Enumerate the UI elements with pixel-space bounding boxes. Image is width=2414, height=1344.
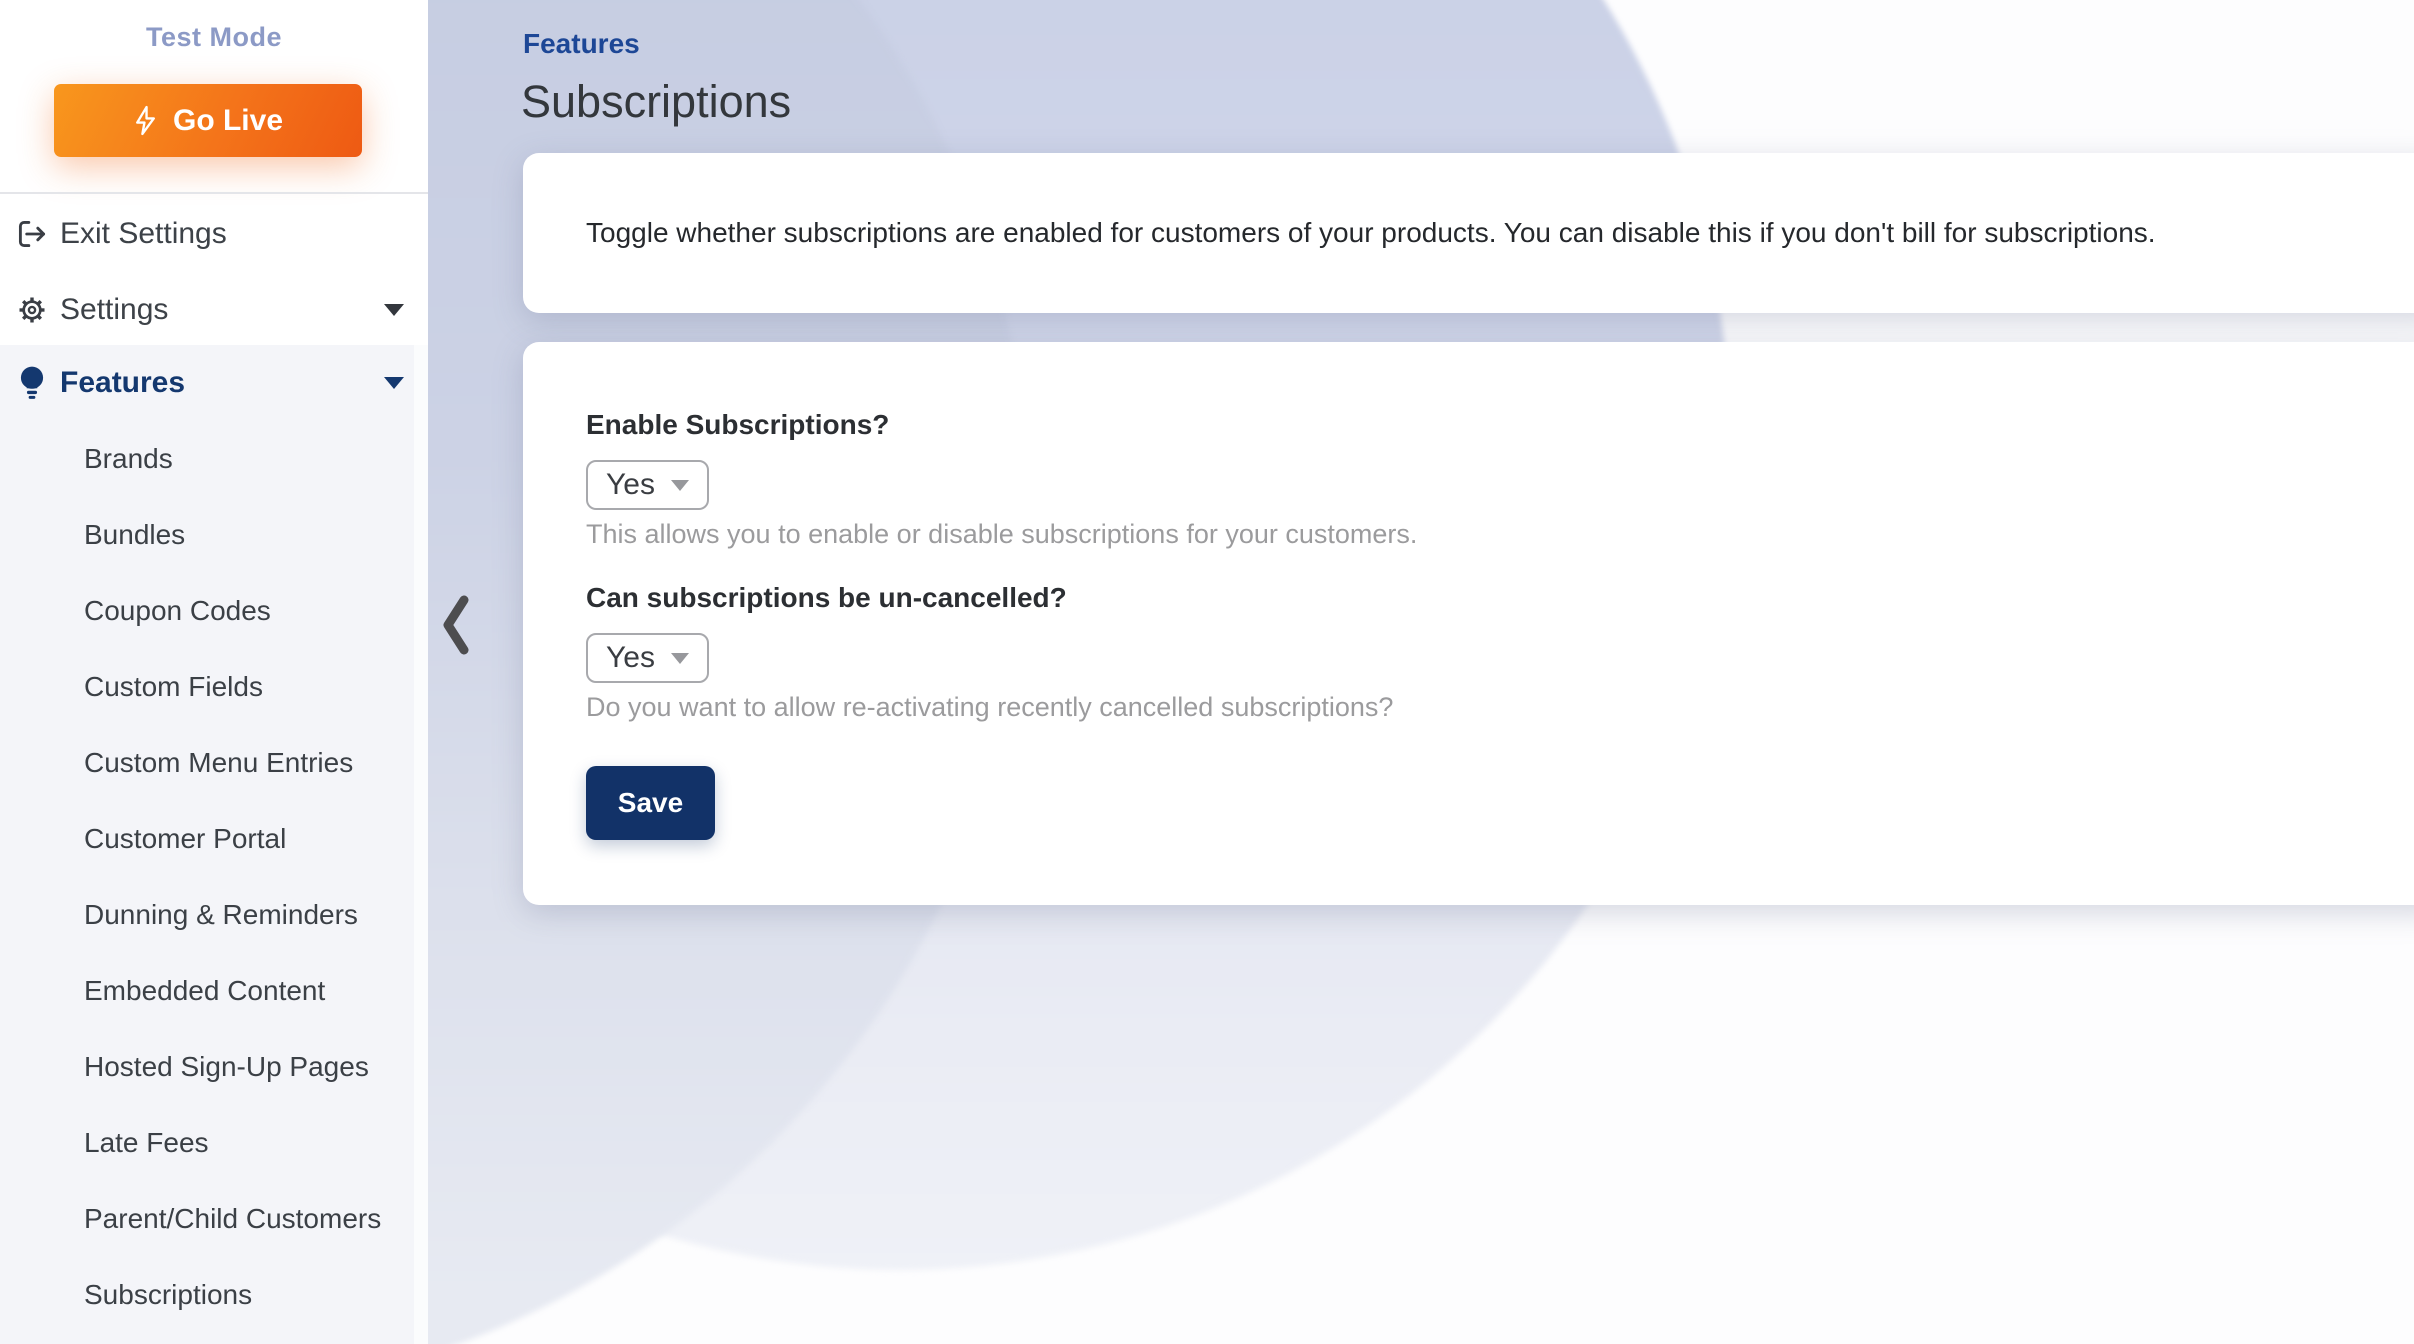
field-label-enable-subscriptions: Enable Subscriptions? <box>586 409 890 440</box>
sidebar-collapse-button[interactable] <box>434 588 478 662</box>
exit-icon <box>10 215 54 253</box>
main-content <box>428 0 2414 1344</box>
go-live-button[interactable] <box>54 84 362 157</box>
features-label: Features <box>60 366 186 399</box>
uncancel-select[interactable] <box>586 633 709 683</box>
save-button[interactable]: Save <box>586 766 715 840</box>
sidebar-item-hosted-sign-up-pages[interactable]: Hosted Sign-Up Pages <box>84 1051 369 1082</box>
sidebar-item-customer-portal[interactable]: Customer Portal <box>84 823 287 854</box>
sidebar-item-dunning-reminders[interactable]: Dunning & Reminders <box>84 899 358 930</box>
field-help-enable-subscriptions: This allows you to enable or disable subscriptions for your customers. <box>586 519 1418 549</box>
gear-icon <box>10 292 54 328</box>
test-mode-label: Test Mode <box>145 22 282 52</box>
sidebar-item-parent-child-customers[interactable]: Parent/Child Customers <box>84 1203 382 1234</box>
sidebar-divider <box>0 192 428 194</box>
settings-label: Settings <box>60 293 169 326</box>
chevron-down-icon <box>384 304 404 316</box>
intro-text: Toggle whether subscriptions are enabled for customers of your products. You can disable this if you don't bill for subscriptions. <box>586 217 2156 248</box>
enable-subscriptions-value: Yes <box>606 468 655 501</box>
sidebar-item-coupon-codes[interactable]: Coupon Codes <box>84 595 271 626</box>
intro-card <box>523 153 2414 313</box>
sidebar-item-brands[interactable]: Brands <box>84 443 173 474</box>
exit-settings-label: Exit Settings <box>60 217 227 250</box>
sidebar <box>0 0 428 1344</box>
enable-subscriptions-select[interactable] <box>586 460 709 510</box>
page-title: Subscriptions <box>521 76 792 127</box>
sidebar-item-embedded-content[interactable]: Embedded Content <box>84 975 326 1006</box>
chevron-down-icon <box>671 653 689 664</box>
lightning-icon <box>133 105 158 136</box>
sidebar-item-late-fees[interactable]: Late Fees <box>84 1127 209 1158</box>
field-help-uncancel: Do you want to allow re-activating recently cancelled subscriptions? <box>586 692 1394 722</box>
chevron-down-icon <box>671 480 689 491</box>
sidebar-item-features[interactable] <box>0 345 428 421</box>
sidebar-item-bundles[interactable]: Bundles <box>84 519 186 550</box>
sidebar-item-custom-fields[interactable]: Custom Fields <box>84 671 263 702</box>
field-label-uncancel: Can subscriptions be un-cancelled? <box>586 582 1067 613</box>
sidebar-item-settings[interactable] <box>0 272 428 348</box>
chevron-left-icon <box>441 593 471 657</box>
go-live-label: Go Live <box>172 103 284 137</box>
sidebar-item-exit-settings[interactable] <box>0 196 428 272</box>
sidebar-item-subscriptions[interactable]: Subscriptions <box>84 1279 253 1310</box>
uncancel-value: Yes <box>606 641 655 674</box>
breadcrumb[interactable]: Features <box>523 28 640 59</box>
features-panel <box>0 345 428 1344</box>
settings-card <box>523 342 2414 905</box>
chevron-down-icon <box>384 377 404 389</box>
lightbulb-icon <box>10 364 54 402</box>
sidebar-item-custom-menu-entries[interactable]: Custom Menu Entries <box>84 747 354 778</box>
